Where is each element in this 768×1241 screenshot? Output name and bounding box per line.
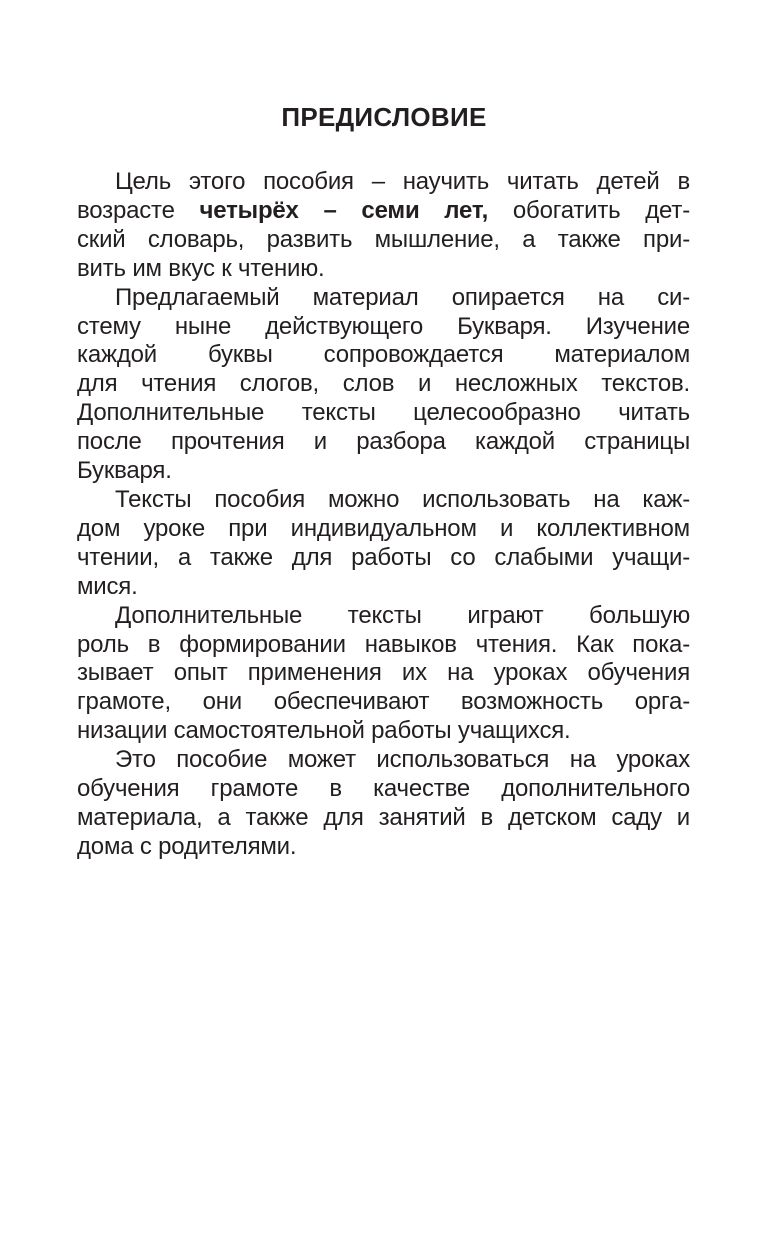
text-line: Дополнительные тексты играют большую — [115, 601, 690, 629]
text-line: мися. — [77, 572, 138, 600]
text-line: Дополнительные тексты целесообразно читать — [77, 399, 690, 427]
text-line: Это пособие может использоваться на уроках — [115, 746, 690, 774]
text-line: вить им вкус к чтению. — [77, 254, 325, 282]
text-line: Букваря. — [77, 457, 172, 485]
text-line: каждой буквы сопровождается материалом — [77, 341, 690, 369]
text-line: дома с родителями. — [77, 832, 297, 860]
page-title: ПРЕДИСЛОВИЕ — [281, 102, 487, 132]
text-span: обогатить дет- — [488, 196, 690, 224]
text-line: дом уроке при индивидуальном и коллективном — [77, 514, 690, 542]
text-line: Предлагаемый материал опирается на си- — [115, 283, 690, 311]
text-line: чтении, а также для работы со слабыми учащи- — [77, 543, 690, 571]
text-line: стему ныне действующего Букваря. Изучение — [77, 312, 690, 340]
text-line: после прочтения и разбора каждой страницы — [77, 428, 690, 456]
text-line: грамоте, они обеспечивают возможность орга- — [77, 688, 690, 716]
text-line: обучения грамоте в качестве дополнительного — [77, 775, 690, 803]
text-line: Тексты пособия можно использовать на каж- — [115, 485, 690, 513]
emphasis-text: четырёх – семи лет, — [199, 196, 489, 224]
text-line: материала, а также для занятий в детском саду и — [77, 803, 690, 831]
text-span: возрасте — [77, 196, 200, 224]
text-line: Цель этого пособия – научить читать детей в — [115, 168, 690, 195]
text-line: роль в формировании навыков чтения. Как пока- — [77, 630, 690, 658]
text-line: низации самостоятельной работы учащихся. — [77, 717, 571, 745]
text-line: для чтения слогов, слов и несложных текстов. — [77, 370, 690, 398]
text-line: зывает опыт применения их на уроках обучения — [77, 659, 690, 687]
preface-body — [77, 168, 690, 862]
text-line: ский словарь, развить мышление, а также при- — [77, 225, 690, 253]
text-line — [77, 197, 690, 226]
